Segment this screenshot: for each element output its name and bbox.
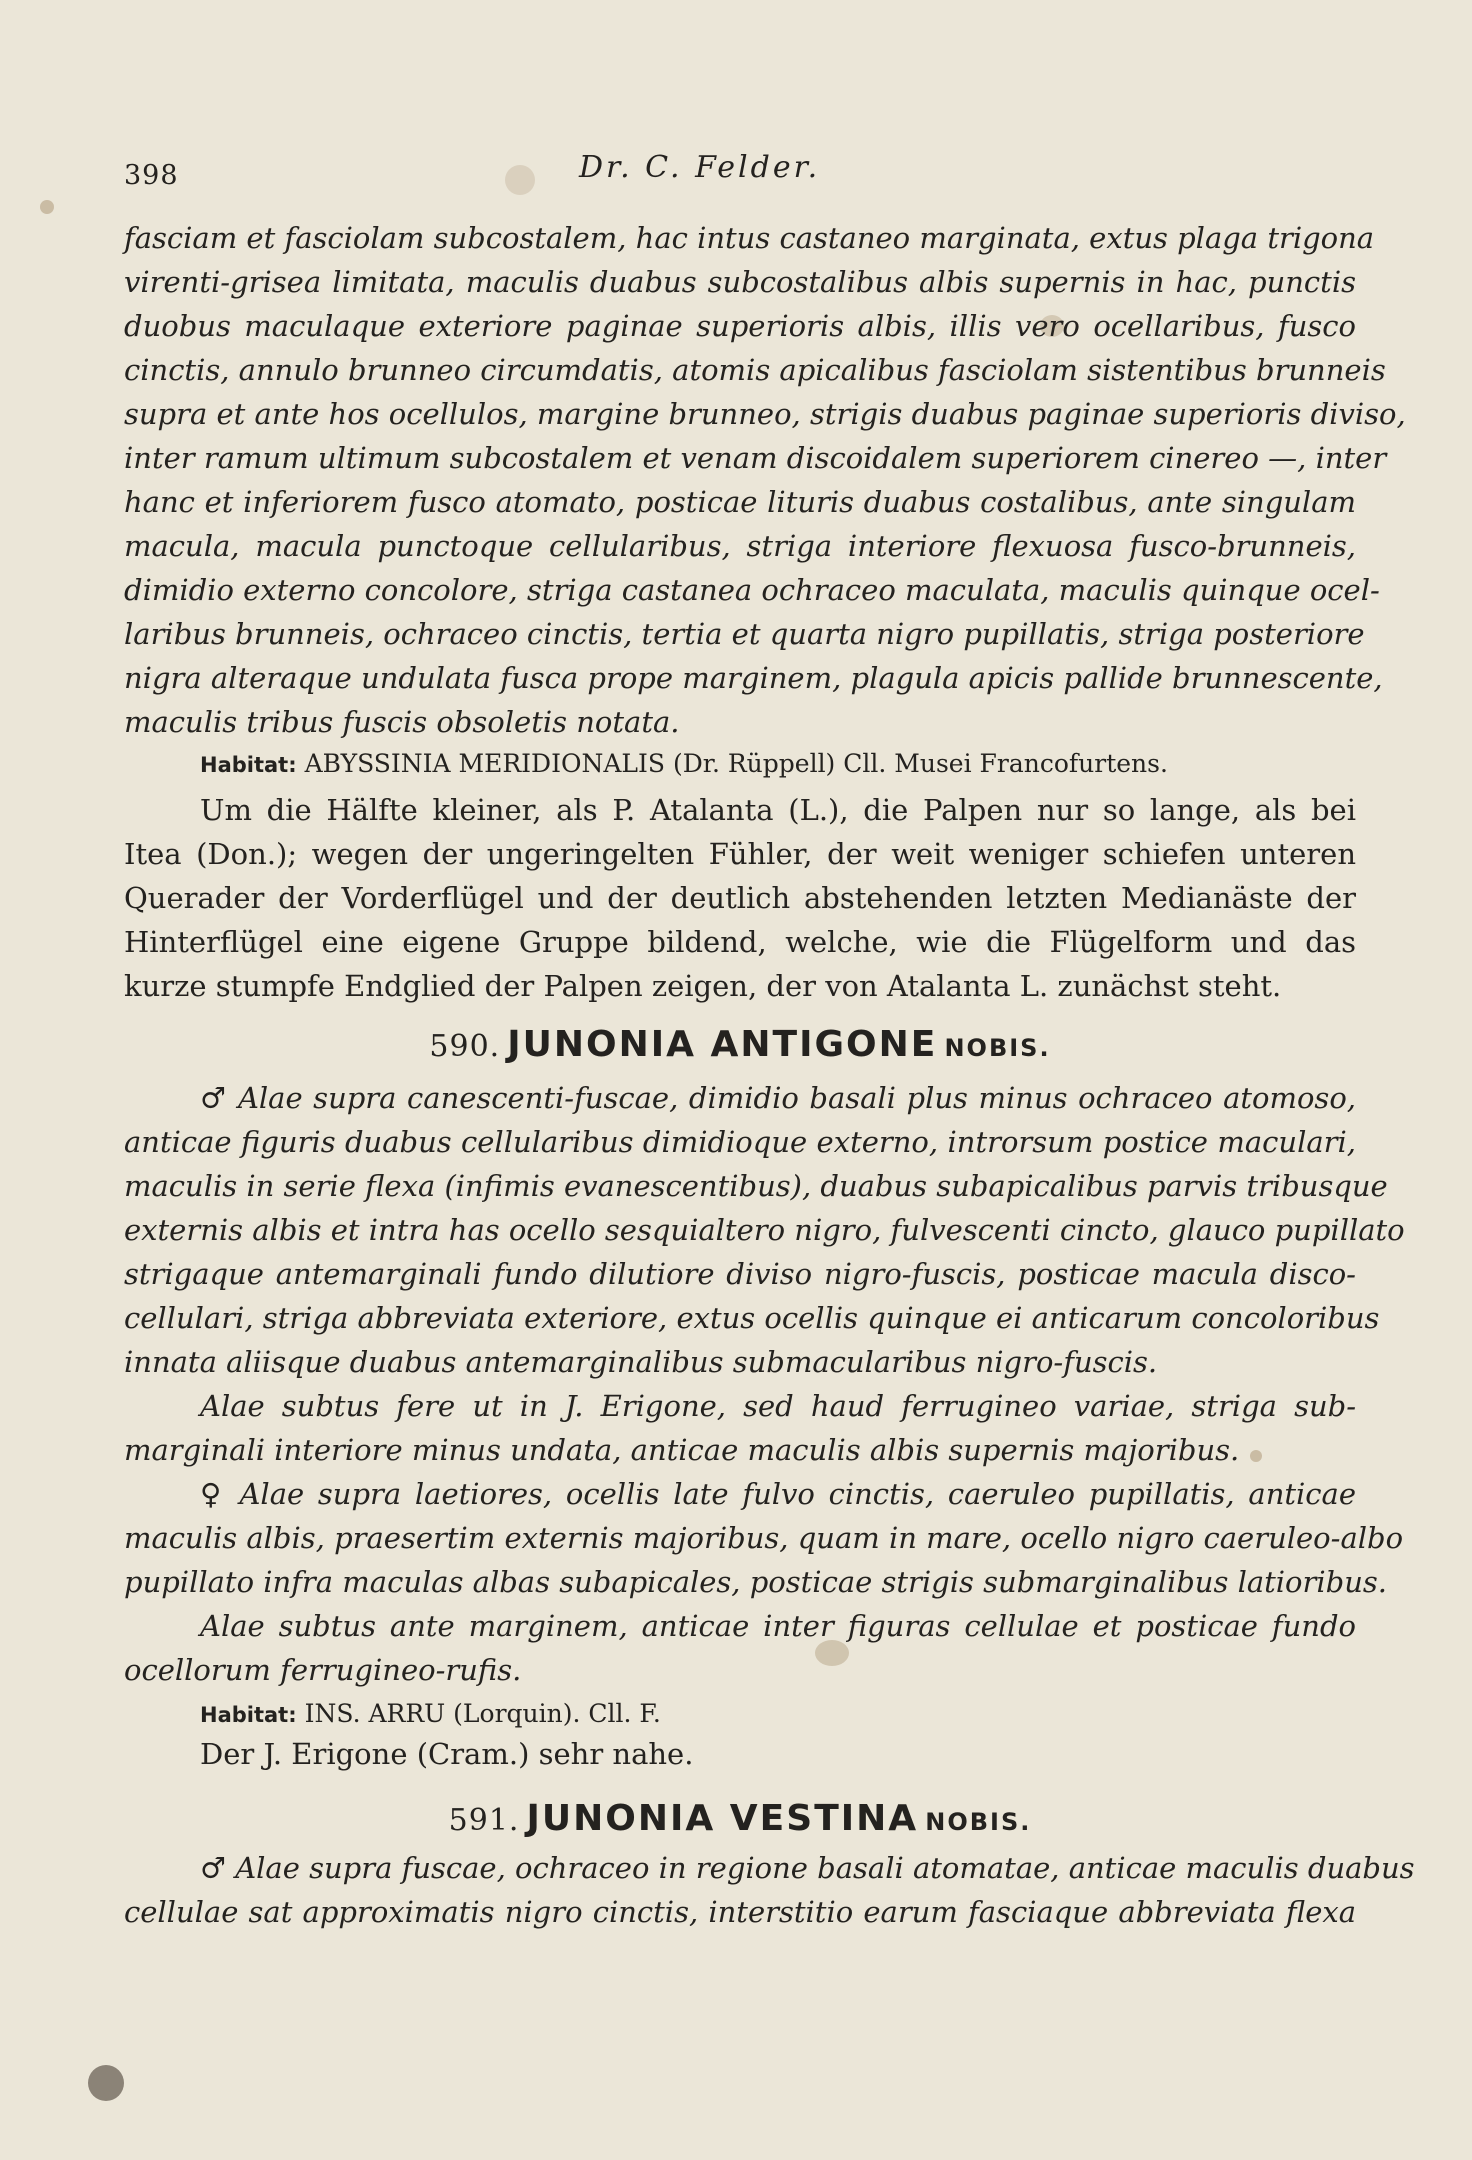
text-line: anticae figuris duabus cellularibus dimidioque externo, introrsum postice maculari, [124,1125,1356,1159]
running-head [124,150,1356,190]
species-number: 591. [448,1803,520,1838]
text-line: Querader der Vorderflügel und der deutlich abstehenden letzten Medianäste der [124,881,1356,915]
habitat-line [124,1694,1356,1735]
text-line: macula, macula punctoque cellularibus, striga interiore flexuosa fusco-brunneis, [124,529,1356,563]
page-number: 398 [124,160,179,191]
text-line: innata aliisque duabus antemarginalibus submacularibus nigro-fuscis. [124,1345,1158,1379]
text-line: kurze stumpfe Endglied der Palpen zeigen, der von Atalanta L. zunächst steht. [124,969,1282,1003]
species-heading-590 [124,1024,1356,1065]
text-line: fasciam et fasciolam subcostalem, hac intus castaneo marginata, extus plaga trigona [124,221,1375,255]
text-line: virenti-grisea limitata, maculis duabus subcostalibus albis supernis in hac, punctis [124,265,1356,299]
text-line: hanc et inferiorem fusco atomato, posticae lituris duabus costalibus, ante singulam [124,485,1356,519]
text-line: Um die Hälfte kleiner, als P. Atalanta (L.), die Palpen nur so lange, als bei [200,793,1356,827]
text-line: laribus brunneis, ochraceo cinctis, tertia et quarta nigro pupillatis, striga posteriore [124,617,1365,651]
text-line: marginali interiore minus undata, anticae maculis albis supernis majoribus. [124,1433,1240,1467]
text-line: supra et ante hos ocellulos, margine brunneo, strigis duabus paginae superioris diviso, [124,397,1406,431]
species-author: NOBIS. [925,1808,1032,1836]
text-line: Alae subtus ante marginem, anticae inter figuras cellulae et posticae fundo [200,1609,1356,1643]
text-line: duobus maculaque exteriore paginae superioris albis, illis vero ocellaribus, fusco [124,309,1356,343]
text-line: Der J. Erigone (Cram.) sehr nahe. [200,1737,694,1771]
species-name: JUNONIA VESTINA [526,1798,919,1839]
species-heading-591 [124,1798,1356,1839]
text-line: dimidio externo concolore, striga castanea ochraceo maculata, maculis quinque ocel- [124,573,1380,607]
text-line: inter ramum ultimum subcostalem et venam discoidalem superiorem cinereo —, inter [124,441,1387,475]
text-line: ocellorum ferrugineo-rufis. [124,1653,522,1687]
text-line: Itea (Don.); wegen der ungeringelten Fühler, der weit weniger schiefen unteren [124,837,1356,871]
text-line: cellulae sat approximatis nigro cinctis, interstitio earum fasciaque abbreviata flexa [124,1895,1356,1929]
text-line: maculis in serie flexa (infimis evanescentibus), duabus subapicalibus parvis tribusque [124,1169,1388,1203]
text-line: maculis tribus fuscis obsoletis notata. [124,705,680,739]
habitat-line [124,744,1356,785]
species-name: JUNONIA ANTIGONE [507,1024,938,1065]
habitat-text: INS. ARRU (Lorquin). Cll. F. [304,1699,661,1728]
text-line: ♂ Alae supra canescenti-fuscae, dimidio basali plus minus ochraceo atomoso, [200,1081,1356,1115]
habitat-text: ABYSSINIA MERIDIONALIS (Dr. Rüppell) Cll. Musei Francofurtens. [304,749,1168,778]
text-line: strigaque antemarginali fundo dilutiore diviso nigro-fuscis, posticae macula disco- [124,1257,1356,1291]
species-number: 590. [429,1029,501,1064]
text-line: cinctis, annulo brunneo circumdatis, atomis apicalibus fasciolam sistentibus brunneis [124,353,1386,387]
text-line: nigra alteraque undulata fusca prope marginem, plagula apicis pallide brunnescente, [124,661,1383,695]
text-line: pupillato infra maculas albas subapicales, posticae strigis submarginalibus latioribus. [124,1565,1388,1599]
text-line: Alae subtus fere ut in J. Erigone, sed haud ferrugineo variae, striga sub- [200,1389,1356,1423]
text-line: externis albis et intra has ocello sesquialtero nigro, fulvescenti cincto, glauco pupillato [124,1213,1405,1247]
text-line: maculis albis, praesertim externis majoribus, quam in mare, ocello nigro caeruleo-albo [124,1521,1404,1555]
text-line: cellulari, striga abbreviata exteriore, extus ocellis quinque ei anticarum concoloribus [124,1301,1380,1335]
running-head-author: Dr. C. Felder. [579,150,821,185]
text-line: ♂ Alae supra fuscae, ochraceo in regione basali atomatae, anticae maculis duabus [200,1851,1415,1885]
habitat-label: Habitat: [200,753,297,777]
habitat-label: Habitat: [200,1703,297,1727]
text-line: Hinterflügel eine eigene Gruppe bildend, welche, wie die Flügelform und das [124,925,1356,959]
species-author: NOBIS. [944,1034,1051,1062]
text-line: ♀ Alae supra laetiores, ocellis late fulvo cinctis, caeruleo pupillatis, anticae [200,1477,1356,1511]
